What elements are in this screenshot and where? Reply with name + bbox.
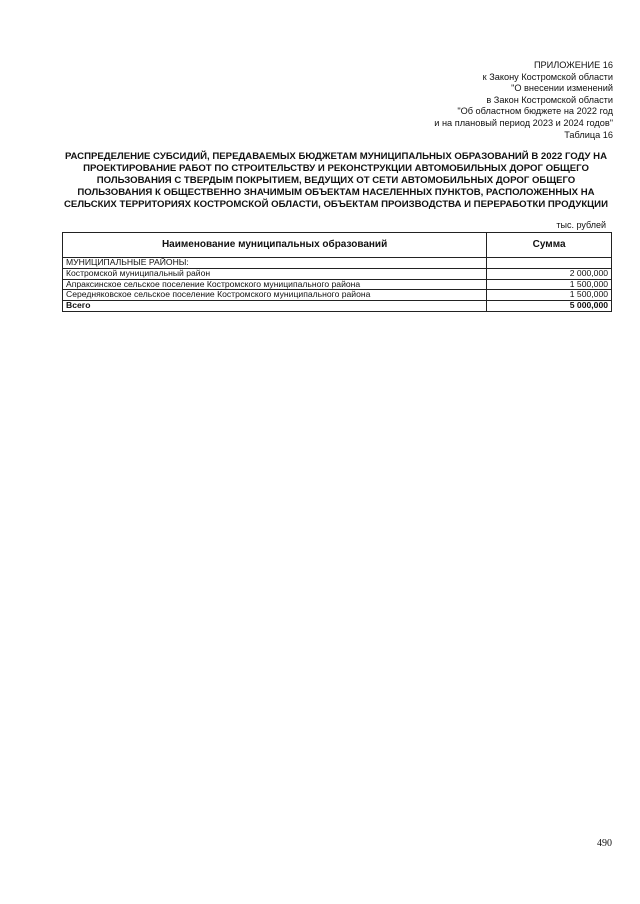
unit-label: тыс. рублей — [556, 220, 606, 230]
table-row — [63, 290, 612, 301]
row-sum: 1 500,000 — [487, 279, 612, 290]
section-label: МУНИЦИПАЛЬНЫЕ РАЙОНЫ: — [63, 258, 487, 269]
appendix-line: в Закон Костромской области — [486, 94, 613, 105]
table-row — [63, 279, 612, 290]
appendix-line: "Об областном бюджете на 2022 год — [457, 106, 613, 117]
document-title: РАСПРЕДЕЛЕНИЕ СУБСИДИЙ, ПЕРЕДАВАЕМЫХ БЮДЖЕТАМ МУНИЦИПАЛЬНЫХ ОБРАЗОВАНИЙ В 2022 ГОДУ НА ПРОЕКТИРОВАНИЕ РАБОТ ПО СТРОИТЕЛЬСТВУ И РЕКОНСТРУКЦИИ АВТОМОБИЛЬНЫХ ДОРОГ ОБЩЕГО ПОЛЬЗОВАНИЯ С ТВЕРДЫМ ПОКРЫТИЕМ, ВЕДУЩИХ ОТ СЕТИ АВТОМОБИЛЬНЫХ ДОРОГ ОБЩЕГО ПОЛЬЗОВАНИЯ К ОБЩЕСТВЕННО ЗНАЧИМЫМ ОБЪЕКТАМ НАСЕЛЕННЫХ ПУНКТОВ, РАСПОЛОЖЕННЫХ НА СЕЛЬСКИХ ТЕРРИТОРИЯХ КОСТРОМСКОЙ ОБЛАСТИ, ОБЪЕКТАМ ПРОИЗВОДСТВА И ПЕРЕРАБОТКИ ПРОДУКЦИИ — [64, 151, 608, 210]
appendix-line: "О внесении изменений — [511, 83, 613, 94]
section-row — [63, 258, 612, 269]
column-header-name: Наименование муниципальных образований — [63, 233, 487, 258]
appendix-line: Таблица 16 — [564, 129, 613, 140]
table-row — [63, 268, 612, 279]
row-sum: 1 500,000 — [487, 290, 612, 301]
row-name: Костромской муниципальный район — [63, 268, 487, 279]
appendix-line: и на плановый период 2023 и 2024 годов" — [434, 117, 613, 128]
appendix-line: к Закону Костромской области — [482, 71, 613, 82]
row-sum: 2 000,000 — [487, 268, 612, 279]
total-row — [63, 301, 612, 312]
appendix-line: ПРИЛОЖЕНИЕ 16 — [533, 60, 613, 70]
row-name: Середняковское сельское поселение Костромского муниципального района — [63, 290, 487, 301]
section-sum-cell — [487, 258, 612, 269]
row-name: Апраксинское сельское поселение Костромского муниципального района — [63, 279, 487, 290]
table-header-row — [63, 233, 612, 258]
subsidy-table — [62, 232, 612, 312]
appendix-header — [353, 60, 613, 141]
page-number: 490 — [597, 838, 612, 849]
total-sum: 5 000,000 — [487, 301, 612, 312]
total-label: Всего — [63, 301, 487, 312]
column-header-sum: Сумма — [487, 233, 612, 258]
